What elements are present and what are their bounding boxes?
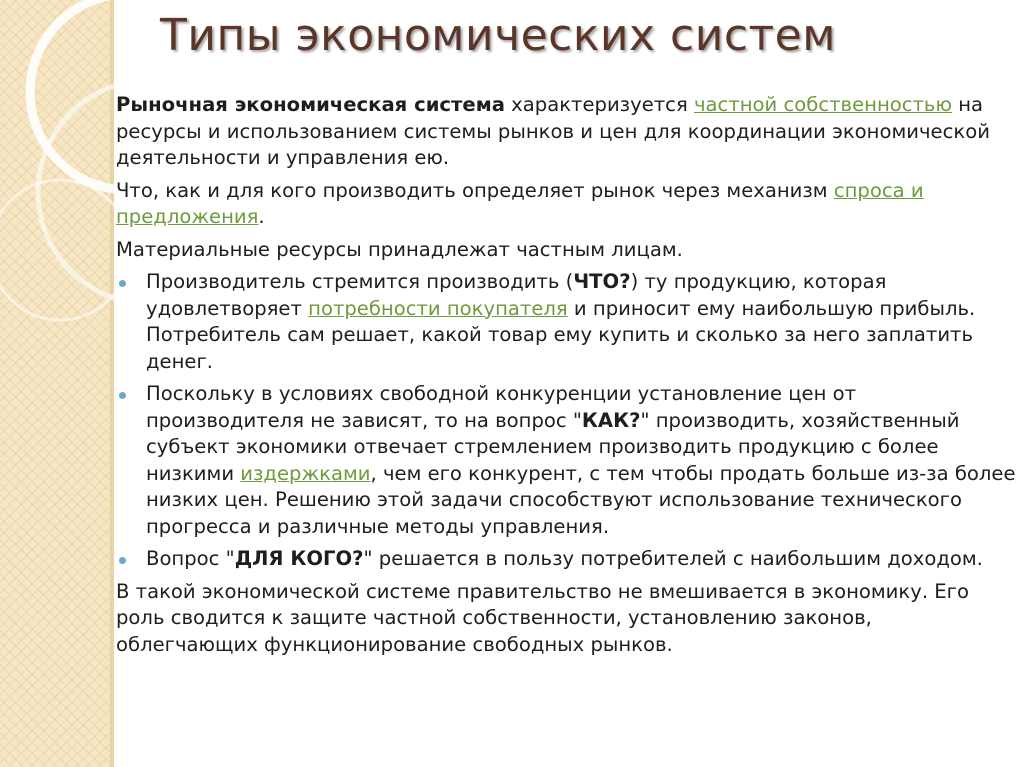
question-what: ЧТО? bbox=[573, 270, 631, 293]
text-segment: Производитель стремится производить ( bbox=[146, 270, 574, 293]
slide-title: Типы экономических систем bbox=[160, 10, 836, 61]
term-market-system: Рыночная экономическая система bbox=[116, 93, 505, 116]
link-costs[interactable]: издержками bbox=[240, 461, 371, 485]
bullet-item-for-whom bbox=[116, 546, 1016, 573]
bullet-list bbox=[116, 269, 1016, 573]
text-segment: " решается в пользу потребителей с наибольшим доходом. bbox=[363, 547, 983, 570]
link-private-property[interactable]: частной собственностью bbox=[693, 93, 952, 116]
bullet-dot-icon bbox=[119, 392, 126, 399]
text-segment: на ресурсы и использованием системы рынков и цен для координации экономической деятельности и управления ею. bbox=[116, 93, 990, 169]
bullet-dot-icon bbox=[119, 557, 126, 564]
link-supply-demand[interactable]: спроса и предложения bbox=[116, 178, 924, 228]
text-segment: Что, как и для кого производить определяет рынок через механизм bbox=[116, 178, 834, 202]
text-segment: характеризуется bbox=[504, 93, 694, 116]
link-buyer-needs[interactable]: потребности покупателя bbox=[308, 296, 568, 320]
text-segment: Вопрос " bbox=[146, 547, 235, 570]
text-segment: ) ту продукцию, которая удовлетворяет bbox=[146, 270, 887, 320]
paragraph-resources: Материальные ресурсы принадлежат частным лицам. bbox=[116, 237, 683, 261]
question-for-whom: ДЛЯ КОГО? bbox=[234, 547, 364, 570]
question-how: КАК? bbox=[581, 408, 641, 432]
paragraph-market-mechanism bbox=[116, 178, 1016, 231]
bullet-item-how bbox=[116, 381, 1016, 540]
text-segment: Поскольку в условиях свободной конкуренции установление цен от производителя не зависят, то на вопрос " bbox=[146, 382, 857, 432]
paragraph-market-system bbox=[116, 92, 1016, 172]
slide-content bbox=[116, 92, 1016, 664]
paragraph-government-role: В такой экономической системе правительство не вмешивается в экономику. Его роль сводится к защите частной собственности, установлению законов, облегчающих функционирование свободных рынков. bbox=[116, 579, 969, 656]
bullet-dot-icon bbox=[119, 280, 126, 287]
bullet-item-what bbox=[116, 269, 1016, 375]
text-segment: , чем его конкурент, с тем чтобы продать больше из-за более низких цен. Решению этой задачи способствуют использование технического прогресса и различные методы управления. bbox=[146, 461, 1016, 538]
text-segment: и приносит ему наибольшую прибыль. Потребитель сам решает, какой товар ему купить и сколько за него заплатить денег. bbox=[146, 296, 976, 373]
text-segment: " производить, хозяйственный субъект экономики отвечает стремлением производить продукцию с более низкими bbox=[146, 408, 960, 485]
text-segment: . bbox=[258, 205, 265, 228]
